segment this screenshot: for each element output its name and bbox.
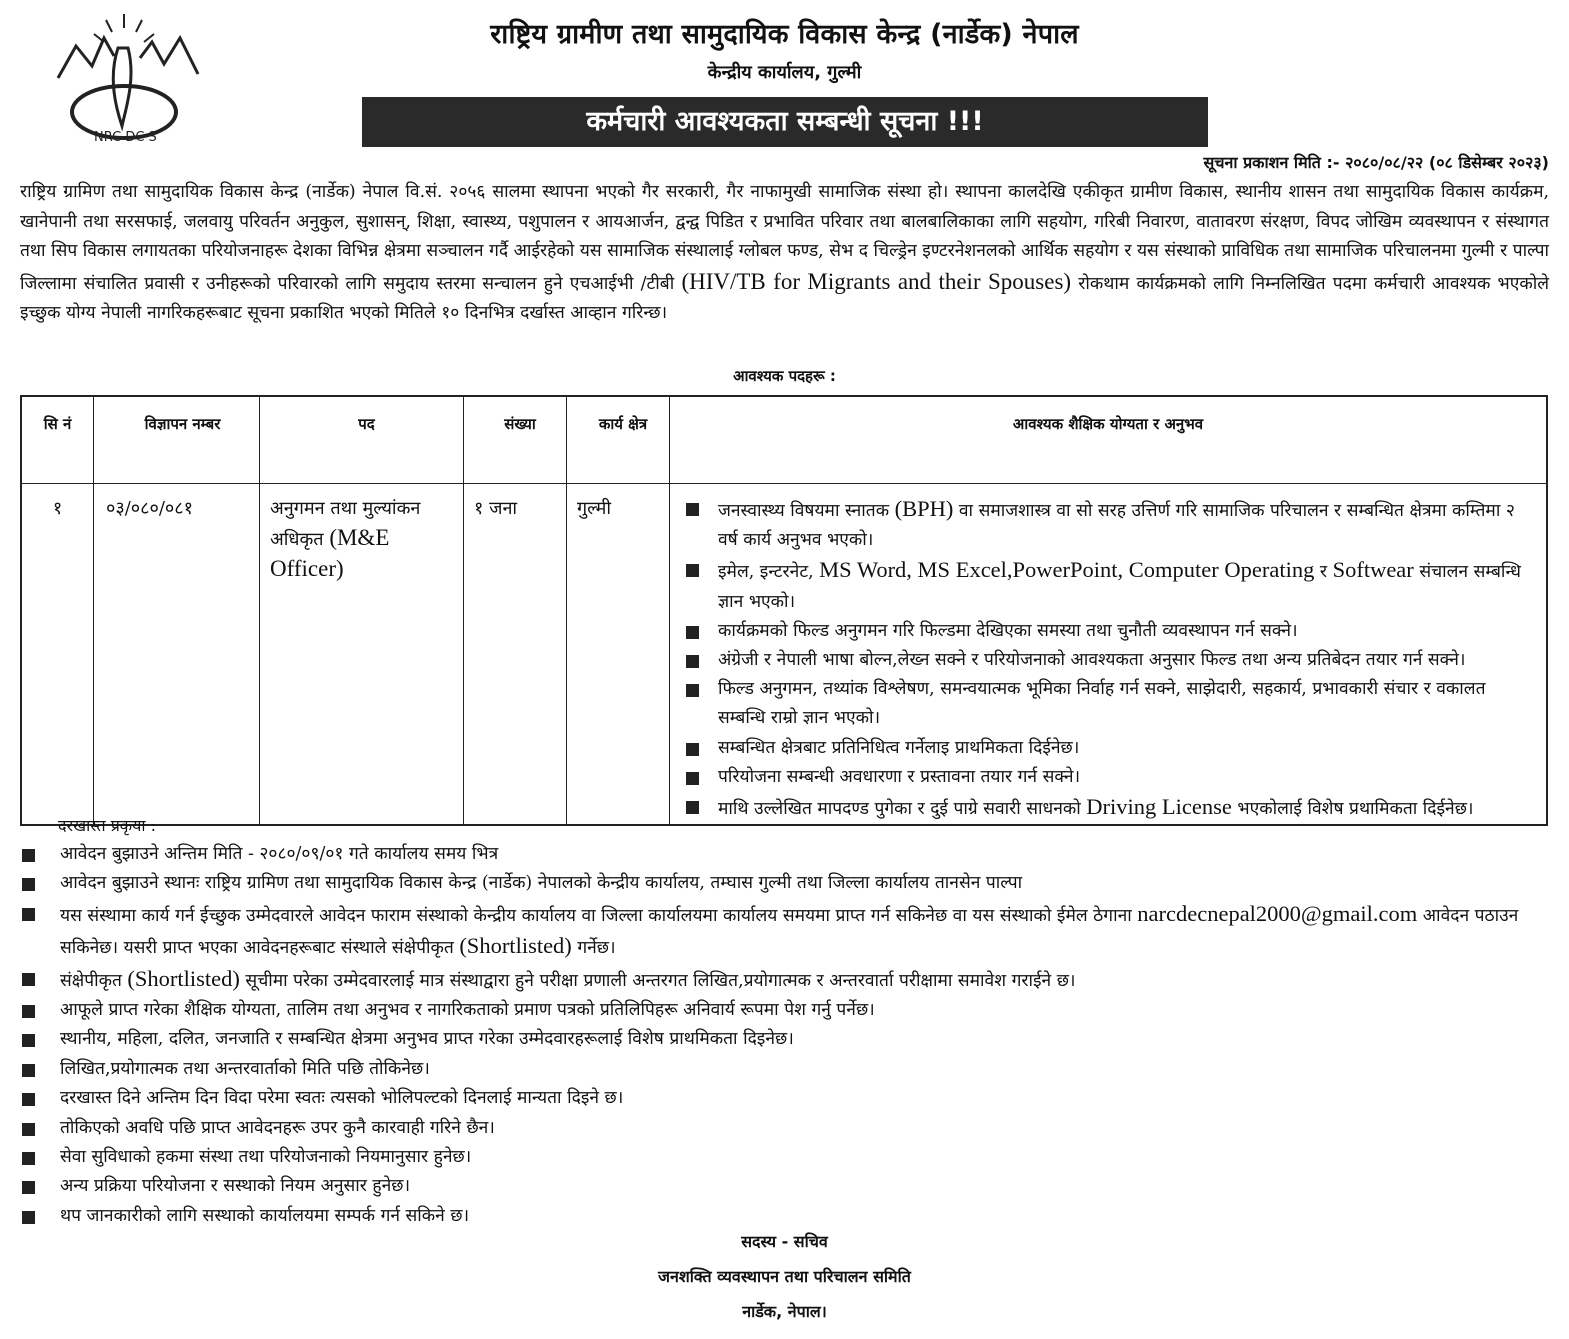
square-bullet-icon <box>22 908 35 921</box>
office-subtitle: केन्द्रीय कार्यालय, गुल्मी <box>707 62 862 83</box>
publication-date: सूचना प्रकाशन मिति :- २०८०/०८/२२ (०८ डिसेम्बर २०२३) <box>1203 153 1549 172</box>
list-item: आवेदन बुझाउने स्थानः राष्ट्रिय ग्रामिण तथा सामुदायिक विकास केन्द्र (नार्डेक) नेपालको केन्द्रीय कार्यालय, तम्घास गुल्मी तथा जिल्ला कार्यालय तानसेन पाल्पा <box>22 869 1549 898</box>
col-header-post: पद <box>260 396 464 484</box>
square-bullet-icon <box>22 1093 35 1106</box>
signature-title: सदस्य - सचिव <box>741 1232 828 1251</box>
list-item: दरखास्त दिने अन्तिम दिन विदा परेमा स्वतः त्यसको भोलिपल्टको दिनलाई मान्यता दिइने छ। <box>22 1084 1549 1113</box>
col-header-requirements: आवश्यक शैक्षिक योग्यता र अनुभव <box>670 396 1548 484</box>
post-name-en: (M&E Officer) <box>270 525 390 581</box>
list-item: जनस्वास्थ्य विषयमा स्नातक (BPH) वा समाजशास्त्र वा सो सरह उत्तिर्ण गरि सामाजिक परिचालन र सम्बन्धित क्षेत्रमा कम्तिमा २ वर्ष कार्य अनुभव भएको। <box>686 494 1532 555</box>
square-bullet-icon <box>686 772 699 785</box>
list-item: आवेदन बुझाउने अन्तिम मिति - २०८०/०९/०१ गते कार्यालय समय भित्र <box>22 840 1549 869</box>
square-bullet-icon <box>686 626 699 639</box>
square-bullet-icon <box>22 1181 35 1194</box>
list-item: संक्षेपीकृत (Shortlisted) सूचीमा परेका उम्मेदवारलाई मात्र संस्थाद्वारा हुने परीक्षा प्रणाली अन्तरगत लिखित,प्रयोगात्मक र अन्तरवार्ता परीक्षामा समावेश गराईने छ। <box>22 964 1549 996</box>
square-bullet-icon <box>686 655 699 668</box>
table-row <box>21 484 1547 826</box>
square-bullet-icon <box>686 743 699 756</box>
list-item: माथि उल्लेखित मापदण्ड पुगेका र दुई पाग्रे सवारी साधनको Driving License भएकोलाई विशेष प्रथामिकता दिईनेछ। <box>686 792 1532 824</box>
signature-org: नार्डेक, नेपाल। <box>742 1302 827 1321</box>
list-item: थप जानकारीको लागि सस्थाको कार्यालयमा सम्पर्क गर्न सकिने छ। <box>22 1202 1549 1231</box>
square-bullet-icon <box>686 801 699 814</box>
list-item: तोकिएको अवधि पछि प्राप्त आवेदनहरू उपर कुनै कारवाही गरिने छैन। <box>22 1114 1549 1143</box>
cell-count: १ जना <box>464 484 567 826</box>
list-item: लिखित,प्रयोगात्मक तथा अन्तरवार्ताको मिति पछि तोकिनेछ। <box>22 1055 1549 1084</box>
square-bullet-icon <box>22 1211 35 1224</box>
list-item: अंग्रेजी र नेपाली भाषा बोल्न,लेख्न सक्ने र परियोजनाको आवश्यकता अनुसार फिल्ड तथा अन्य प्रतिबेदन तयार गर्न सक्ने। <box>686 646 1532 675</box>
process-list <box>22 840 1549 1231</box>
intro-text-3: रोकथाम कार्यक्रमको लागि निम्नलिखित पदमा कर्मचारी आवश्यक भएकोले इच्छुक योग्य नेपाली नागरिकहरूबाट सूचना प्रकाशित भएको मितिले १० दिनभित्र दर्खास्त आव्हान गरिन्छ। <box>20 273 1550 323</box>
cell-post <box>260 484 464 826</box>
col-header-area: कार्य क्षेत्र <box>567 396 670 484</box>
table-header-row <box>21 396 1547 484</box>
nardec-logo-icon <box>52 8 202 148</box>
list-item: यस संस्थामा कार्य गर्न ईच्छुक उम्मेदवारले आवेदन फाराम संस्थाको केन्द्रीय कार्यालय वा जिल्ला कार्यालयमा कार्यालय समयमा प्राप्त गर्न सकिनेछ वा यस संस्थाको ईमेल ठेगाना narcdecnepal2000@gmail.com आवेदन पठाउन सकिनेछ। यसरी प्राप्त भएका आवेदनहरूबाट संस्थाले संक्षेपीकृत (Shortlisted) गर्नेछ। <box>22 899 1549 964</box>
list-item: परियोजना सम्बन्धी अवधारणा र प्रस्तावना तयार गर्न सक्ने। <box>686 763 1532 792</box>
list-item: सम्बन्धित क्षेत्रबाट प्रतिनिधित्व गर्नेलाइ प्राथमिकता दिईनेछ। <box>686 734 1532 763</box>
square-bullet-icon <box>22 1005 35 1018</box>
intro-paragraph <box>20 178 1549 329</box>
intro-text-latin: (HIV/TB for Migrants and their Spouses) <box>681 268 1072 294</box>
requirements-list <box>670 494 1546 824</box>
square-bullet-icon <box>686 503 699 516</box>
square-bullet-icon <box>22 1152 35 1165</box>
cell-sn: १ <box>21 484 94 826</box>
list-item: स्थानीय, महिला, दलित, जनजाति र सम्बन्धित क्षेत्रमा अनुभव प्राप्त गरेका उम्मेदवारहरूलाई विशेष प्राथमिकता दिइनेछ। <box>22 1025 1549 1054</box>
intro-text-1: राष्ट्रिय ग्रामिण तथा सामुदायिक विकास केन्द्र (नार्डेक) नेपाल वि.सं. २०५६ सालमा स्थापना भएको गैर सरकारी, गैर नाफामुखी सामाजिक संस्था हो। स्थापना कालदेखि एकीकृत ग्रामीण विकास, स्थानीय शासन तथा सामुदायिक विकास कार्यक्रम, खानेपानी तथा सरसफाई, जलवायु परिवर्तन अनुकुल, सुशासन्, शिक्षा, स्वास्थ्य, पशुपालन र आयआर्जन, द्वन्द्व पिडित र प्रभावित परिवार तथा बालबालिकाका लागि सहयोग, गरिबी निवारण, वातावरण संरक्षण, विपद जोखिम व्यवस्थापन र संस्थागत तथा सिप विकास लगायतका परियोजनाहरू देशका विभिन्न क्षेत्रमा सञ्चालन गर्दै आईरहेको यस सामाजिक संस्थालाई ग्लोबल फण्ड, सेभ द चिल्ड्रेन इण्टरनेशनलको आर्थिक सहयोग र यस संस्थाको प्राविधिक तथा सामाजिक परिचालनमा गुल्मी र पाल्पा जिल्लामा संचालित प्रवासी र उनीहरूको परिवारको लागि समुदाय स्तरमा सन्चालन हुने एचआईभी /टीबी <box>20 182 1549 294</box>
square-bullet-icon <box>686 684 699 697</box>
logo-lettering: NRC DC S <box>94 130 157 145</box>
col-header-sn: सि नं <box>21 396 94 484</box>
square-bullet-icon <box>22 1034 35 1047</box>
square-bullet-icon <box>22 849 35 862</box>
cell-ad-no: ०३/०८०/०८१ <box>94 484 260 826</box>
signature-committee: जनशक्ति व्यवस्थापन तथा परिचालन समिति <box>658 1267 911 1286</box>
process-heading: दरखास्त प्रकृया : <box>58 816 156 835</box>
col-header-count: संख्या <box>464 396 567 484</box>
square-bullet-icon <box>22 1123 35 1136</box>
list-item: सेवा सुविधाको हकमा संस्था तथा परियोजनाको नियमानुसार हुनेछ। <box>22 1143 1549 1172</box>
square-bullet-icon <box>686 564 699 577</box>
list-item: आफूले प्राप्त गरेका शैक्षिक योग्यता, तालिम तथा अनुभव र नागरिकताको प्रमाण पत्रको प्रतिलिपिहरू अनिवार्य रूपमा पेश गर्नु पर्नेछ। <box>22 996 1549 1025</box>
post-name-ne: अनुगमन तथा मुल्यांकन अधिकृत <box>270 498 421 550</box>
email-address: narcdecnepal2000@gmail.com <box>1137 900 1418 926</box>
list-item: फिल्ड अनुगमन, तथ्यांक विश्लेषण, समन्वयात्मक भूमिका निर्वाह गर्न सक्ने, साझेदारी, सहकार्य, प्रभावकारी संचार र वकालत सम्बन्धि राम्रो ज्ञान भएको। <box>686 675 1532 733</box>
square-bullet-icon <box>22 973 35 986</box>
list-item: अन्य प्रक्रिया परियोजना र सस्थाको नियम अनुसार हुनेछ। <box>22 1172 1549 1201</box>
cell-requirements <box>670 484 1548 826</box>
list-item: कार्यक्रमको फिल्ड अनुगमन गरि फिल्डमा देखिएका समस्या तथा चुनौती व्यवस्थापन गर्न सक्ने। <box>686 617 1532 646</box>
square-bullet-icon <box>22 1064 35 1077</box>
square-bullet-icon <box>22 878 35 891</box>
col-header-ad-no: विज्ञापन नम्बर <box>94 396 260 484</box>
cell-area: गुल्मी <box>567 484 670 826</box>
job-table <box>20 395 1548 826</box>
posts-heading: आवश्यक पदहरू : <box>733 367 836 385</box>
notice-banner: कर्मचारी आवश्यकता सम्बन्धी सूचना !!! <box>362 97 1208 147</box>
list-item: इमेल, इन्टरनेट, MS Word, MS Excel,PowerPoint, Computer Operating र Softwear संचालन सम्बन्धि ज्ञान भएको। <box>686 555 1532 616</box>
org-title: राष्ट्रिय ग्रामीण तथा सामुदायिक विकास केन्द्र (नार्डेक) नेपाल <box>490 19 1079 50</box>
